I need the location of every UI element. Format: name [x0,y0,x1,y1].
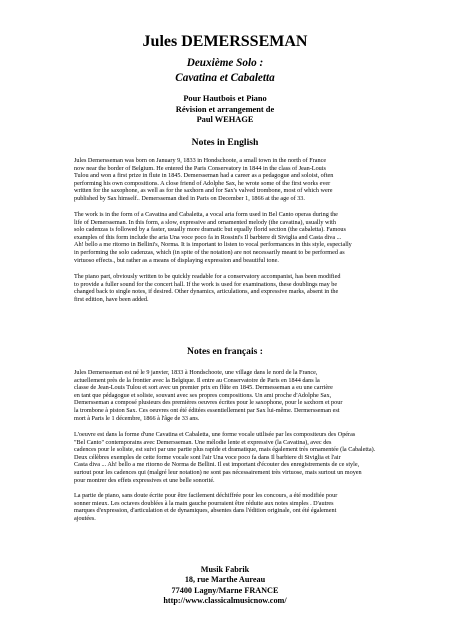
text-line: en tant que pédagogue et soliste, souvant avec ses propres compositions. Un ami proche d'Adolphe Sax, [74,391,332,399]
text-line: marques d'expression, d'articulation et de dynamiques, absentes dans l'édition originale, ont été également [74,507,337,515]
text-line: to provide a fuller sound for the concert hall. If the work is used for examinations, these doublings may be [74,280,338,288]
text-line: Jules Demersseman est né le 9 janvier, 1833 à Hondschoote, une village dans le nord de la France, [74,369,318,376]
text-line: mort à Paris le 1 décembre, 1866 à l'âge de 33 ans. [74,414,200,422]
english-paragraph-3 [74,273,392,303]
publisher-city: 77400 Lagny/Marne FRANCE [171,585,279,595]
publisher-name: Musik Fabrik [200,565,250,574]
english-paragraph-1 [74,157,392,203]
publisher-website-link[interactable]: http://www.classicalmusicnow.com/ [163,596,287,606]
text-line: Demersseman a composé plusieurs des premières oeuvres écrites pour le saxophone, pour le saxhorn et pour [74,399,343,407]
work-title: Deuxième Solo : [186,57,264,69]
work-subtitle: Cavatina et Cabaletta [175,71,275,84]
instrumentation: Pour Hautbois et Piano [183,94,267,103]
text-line: surtout pour les cadences qui (malgré leur notation) ne sont pas nécessairement très virtuose, mais surtout un moyen [74,468,362,476]
text-line: Tulou and won a first prize in flute in 1845. Demersseman had a career as a pedagogue and soloist, often [74,172,334,180]
text-line: solo cadenzas is followed by a faster, usually more dramatic but equally florid section (the cabaletta). Famous [74,226,346,234]
text-line: The piano part, obviously written to be quickly readable for a conservatory accompanist, has been modified [74,273,341,280]
text-line: la trombone à piston Sax. Ces oeuvres ont été éditées essentiellement par Sax lui-même. Dermersseman est [74,406,340,414]
text-line: examples of this form include the aria Una voce poco fa in Rossini's Il barbiere di Siviglia and Casta diva ... [74,233,342,241]
french-paragraph-3 [74,492,392,522]
work-title-block [0,56,450,85]
publisher-block [0,565,450,607]
text-line: Ah! bello a me ritorno in Bellini's, Norma. It is important to listen to vocal performances in this style, especially [74,241,352,249]
credits-block [0,94,450,126]
french-paragraph-2 [74,431,392,484]
text-line: written for the saxophone, as well as for the saxhorn and for Sax's valved trombone, most of which were [74,187,333,195]
text-line: published by Sax himself.. Demersseman died in Paris on December 1, 1866 at the age of 33. [74,194,305,202]
heading-notes-english: Notes in English [191,137,259,148]
french-paragraph-1 [74,369,392,422]
text-line: performing his own compositions. A close friend of Adolphe Sax, he wrote some of the first works ever [74,179,331,187]
text-line: classe de Jean-Louis Tulou et sort avec un premier prix en flûte en 1845. Dermesseman a eu une carrière [74,384,333,392]
text-line: life of Demersseman. In this form, a slow, expressive and ornamented melody (the cavatina), usually with [74,218,336,226]
text-line: Jules Demersseman was born on January 9, 1833 in Hondschoote, a small town in the north of France [74,157,327,164]
text-line: Casta diva ... Ah! bello a me ritorno de Norma de Bellini. Il est important d'écouter des enregistrements de ce style, [74,461,360,469]
publisher-street: 18, rue Marthe Aureau [184,575,266,585]
text-line: sonner mieux. Les octaves doublées à la main gauche pourraient être réduite aux notes simples . D'autres [74,499,334,507]
text-line: Deux célèbres exemples de cette forme vocale sont l'air Una voce poco fa dans Il barbiere di Siviglia et l'air [74,453,341,461]
text-line: changed back to single notes, if desired. Other dynamics, articulations, and expressive marks, absent in the [74,288,339,296]
revision-label: Révision et arrangement de [175,104,275,114]
text-line: La partie de piano, sans doute écrite pour être facilement déchiffrée pour les concours, a été modifiée pour [74,492,338,499]
text-line: ajoutées. [74,514,96,522]
text-line: L'oeuvre est dans la forme d'une Cavatina et Cabaletta, une forme vocale utilisée par les compositeurs des Opéras [74,431,356,438]
text-line: cadences pour le soliste, est suivi par une partie plus rapide et dramatique, mais également très ornamentée (la Cabaletta). [74,446,376,454]
text-line: pour montrer des effets expressives et une belle sonorité. [74,476,215,484]
text-line: first edition, have been added. [74,295,149,303]
heading-notes-french: Notes en français : [187,346,263,357]
text-line: in performing the solo cadenzas, which (in spite of the notation) are not necessarily meant to be performed as [74,248,345,256]
english-paragraph-2 [74,211,392,264]
text-line: virtuoso effects., but rather as a means of displaying expression and beautiful tone. [74,256,279,264]
text-line: "Bel Canto" contemporains avec Demersseman. Une mélodie lente et expressive (la Cavatina), avec des [74,438,332,446]
arranger-name: Paul WEHAGE [196,115,254,125]
text-line: now near the border of Belgium. He entered the Paris Conservatory in 1844 in the class of Jean-Louis [74,164,326,172]
text-line: The work is in the form of a Cavatina and Cabaletta, a vocal aria form used in Bel Canto operas during the [74,211,338,218]
text-line: actuellement près de la frontier avec la Belgique. Il entre au Conservatoire de Paris en 1844 dans la [74,376,320,384]
composer-name: Jules DEMERSSEMAN [142,33,308,50]
